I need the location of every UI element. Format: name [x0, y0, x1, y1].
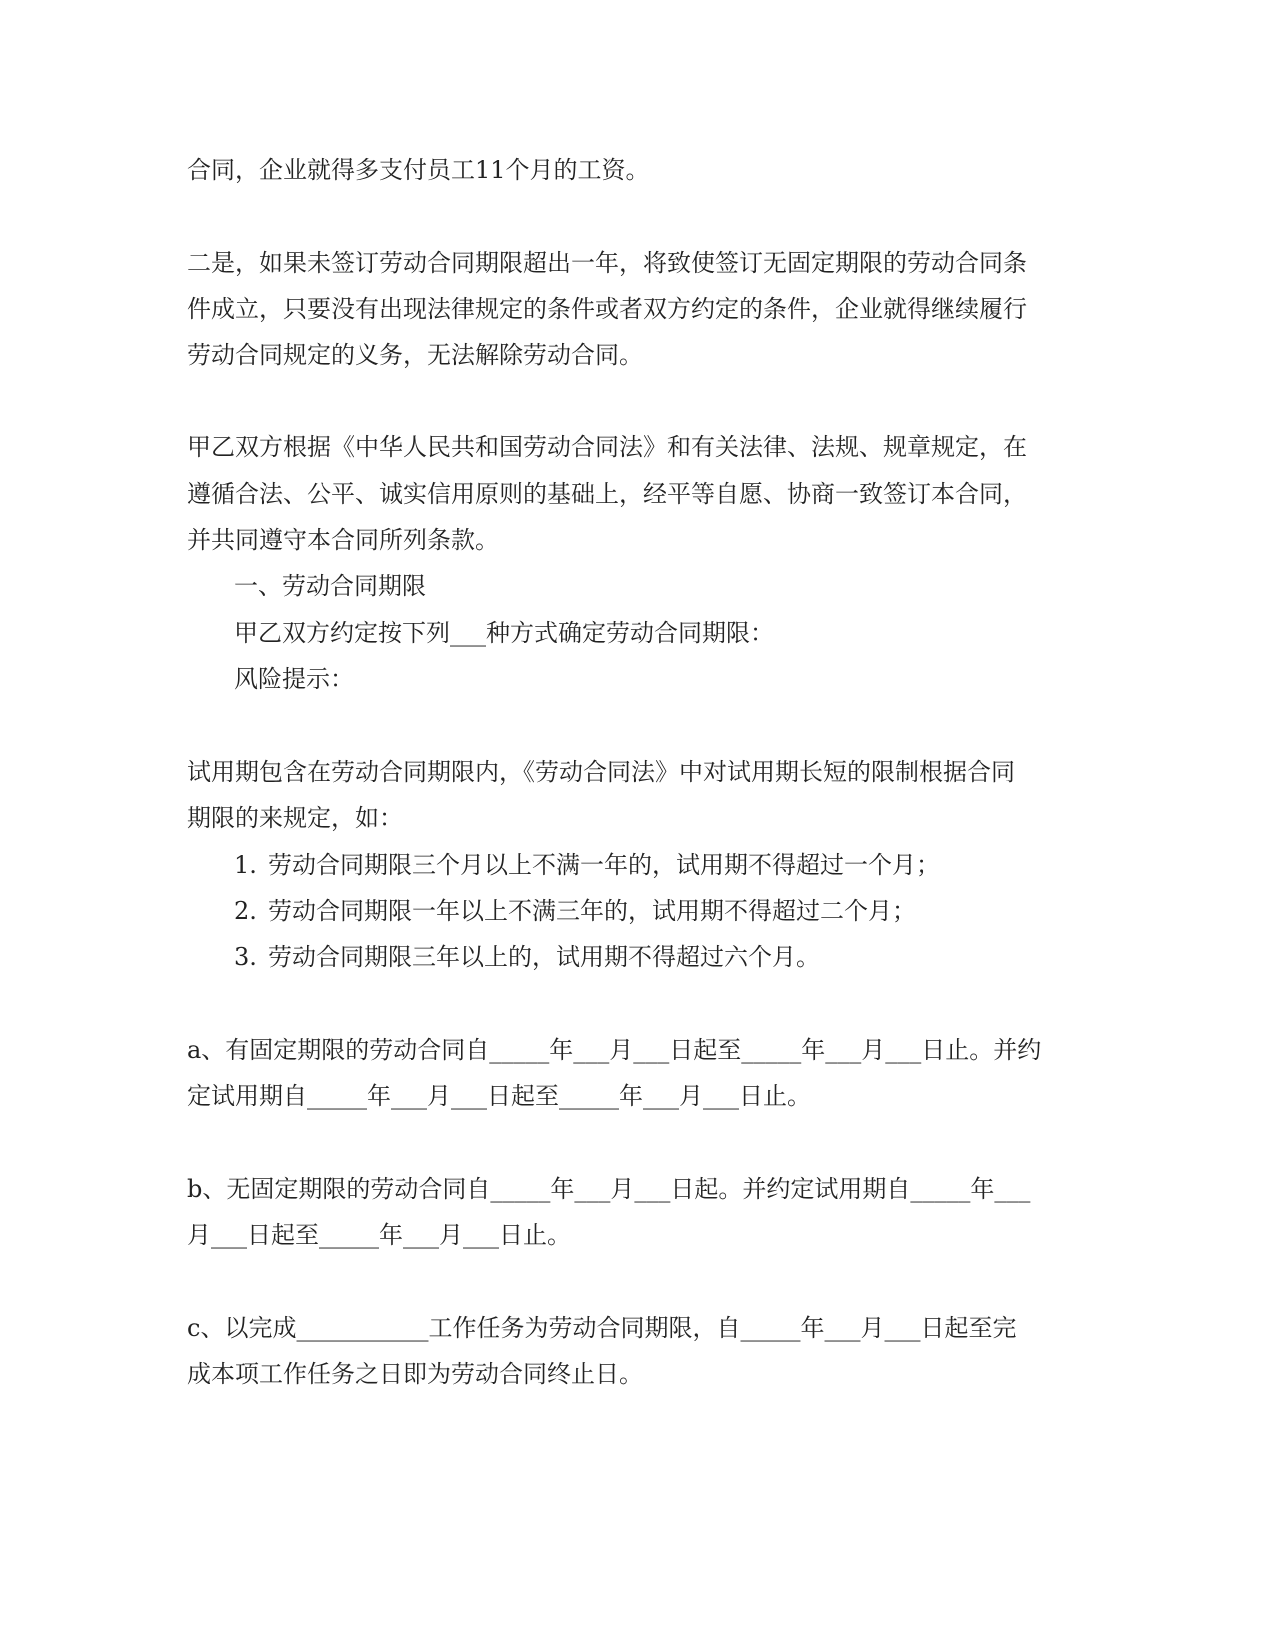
paragraph-line: 合同，企业就得多支付员工11个月的工资。 [187, 156, 650, 184]
list-item [234, 941, 820, 973]
paragraph-line: 件成立，只要没有出现法律规定的条件或者双方约定的条件，企业就得继续履行 [187, 295, 1027, 323]
paragraph-line: 并共同遵守本合同所列条款。 [187, 526, 499, 554]
list-number: 3. [234, 943, 257, 971]
option-a-line: 定试用期自_____年___月___日起至_____年___月___日止。 [187, 1082, 811, 1110]
option-b-line: b、无固定期限的劳动合同自_____年___月___日起。并约定试用期自_____年___ [187, 1175, 1031, 1203]
list-number: 2. [234, 897, 257, 925]
agreement-line: 甲乙双方约定按下列___种方式确定劳动合同期限： [234, 619, 774, 647]
option-b-line: 月___日起至_____年___月___日止。 [187, 1221, 571, 1249]
list-text: 劳动合同期限一年以上不满三年的，试用期不得超过二个月； [268, 897, 916, 925]
option-a-line: a、有固定期限的劳动合同自_____年___月___日起至_____年___月___日止。并约 [187, 1036, 1042, 1064]
list-item [234, 849, 940, 881]
list-text: 劳动合同期限三年以上的，试用期不得超过六个月。 [268, 943, 820, 971]
paragraph-line: 试用期包含在劳动合同期限内，《劳动合同法》中对试用期长短的限制根据合同 [187, 758, 1015, 786]
paragraph-line: 劳动合同规定的义务，无法解除劳动合同。 [187, 341, 643, 369]
paragraph-line: 二是，如果未签订劳动合同期限超出一年，将致使签订无固定期限的劳动合同条 [187, 249, 1027, 277]
paragraph-line: 甲乙双方根据《中华人民共和国劳动合同法》和有关法律、法规、规章规定，在 [187, 433, 1027, 461]
list-item [234, 895, 916, 927]
list-number: 1. [234, 851, 257, 879]
risk-label: 风险提示： [234, 665, 354, 693]
option-c-line: c、以完成___________工作任务为劳动合同期限，自_____年___月___日起至完 [187, 1314, 1017, 1342]
section-heading: 一、劳动合同期限 [234, 572, 426, 600]
paragraph-line: 遵循合法、公平、诚实信用原则的基础上，经平等自愿、协商一致签订本合同， [187, 480, 1027, 508]
list-text: 劳动合同期限三个月以上不满一年的，试用期不得超过一个月； [268, 851, 940, 879]
option-c-line: 成本项工作任务之日即为劳动合同终止日。 [187, 1360, 643, 1388]
paragraph-line: 期限的来规定，如： [187, 804, 403, 832]
